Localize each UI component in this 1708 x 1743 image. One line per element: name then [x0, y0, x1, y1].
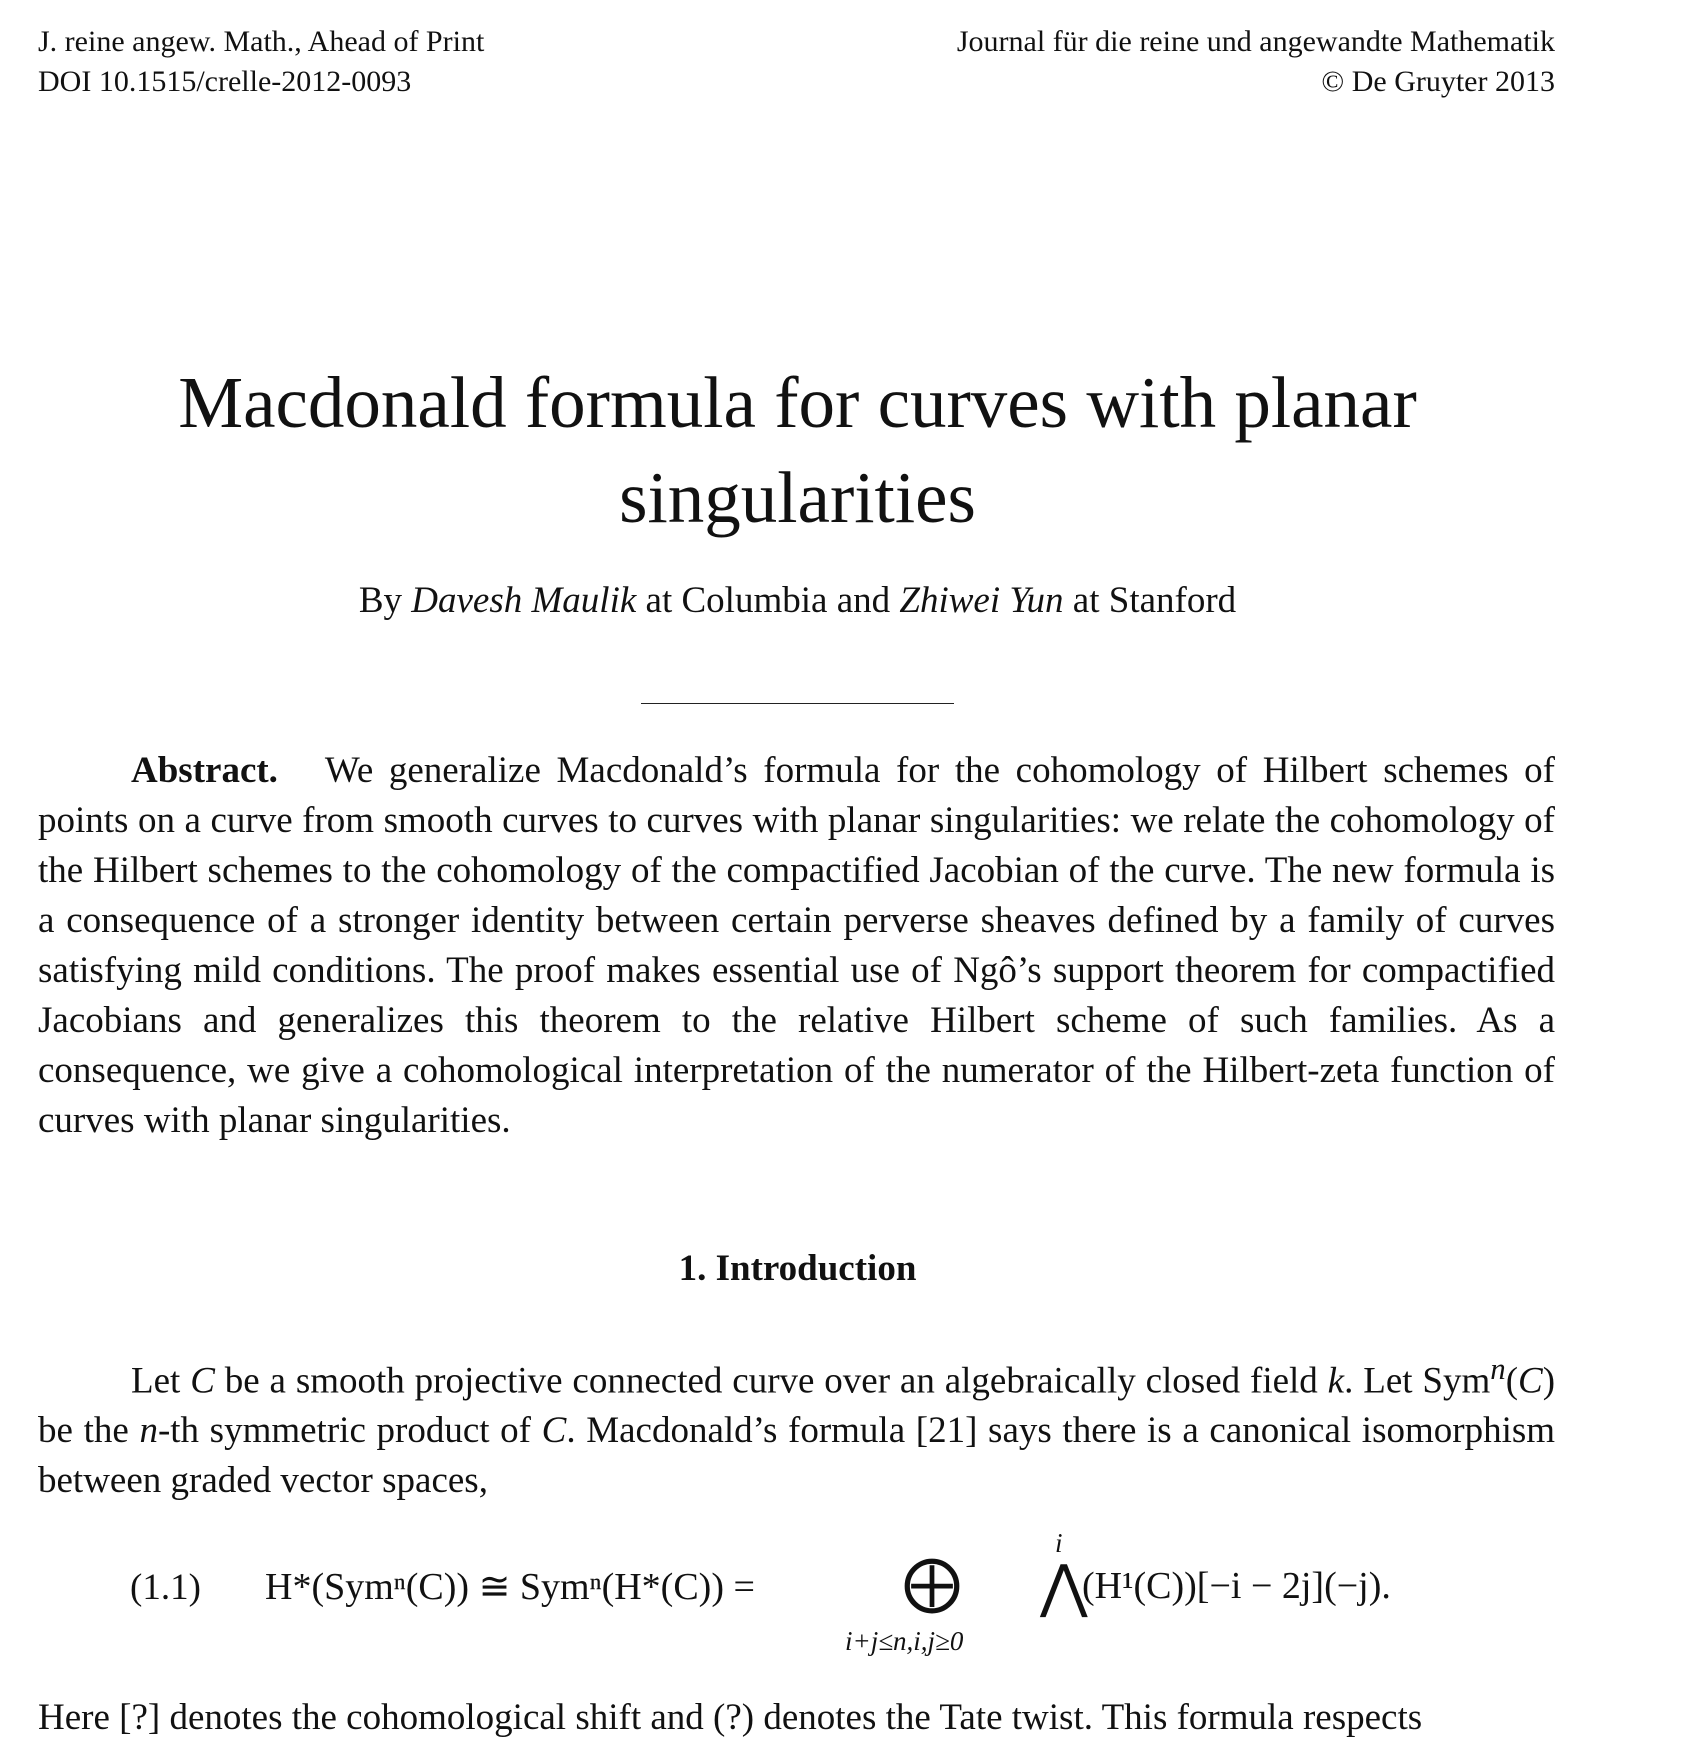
intro-text: . Let: [1344, 1360, 1413, 1402]
abstract-text: We generalize Macdonald’s formula for the cohomology of Hilbert schemes of points on a curve from smooth curves to curves with planar singularities: we relate the cohomology of the Hilbert schemes to the cohomology of the compactified Jacobian of the curve. The new formula is a consequence of a stronger identity between certain perverse sheaves defined by a family of curves satisfying mild conditions. The proof makes essential use of Ngô’s support theorem for compactified Jacobians and generalizes this theorem to the relative Hilbert scheme of such families. As a consequence, we give a cohomological interpretation of the numerator of the Hilbert-zeta function of curves with planar singularities.: [38, 750, 1555, 1141]
equation-number: (1.1): [130, 1567, 201, 1608]
journal-name: [957, 22, 1555, 102]
citation-line: J. reine angew. Math., Ahead of Print: [38, 25, 485, 58]
title-divider: [641, 703, 954, 704]
math-op: Sym: [1422, 1360, 1491, 1402]
intro-paragraph: Let C be a smooth projective connected curve over an algebraically closed field k. Let Sym$^n$(C) be the n-th symmetric product of C. Macdonald’s formula [21] says there is a canonical isomorphism between graded vector spaces,: [38, 1352, 1556, 1502]
intro-text: Let: [131, 1360, 181, 1402]
author-byline: [0, 578, 1595, 624]
author-2: Zhiwei Yun: [899, 580, 1064, 621]
title-line-1: Macdonald formula for curves with planar: [178, 362, 1417, 443]
math-var: C: [1518, 1360, 1543, 1402]
section-heading: 1. Introduction: [678, 1248, 917, 1289]
intro-text: be the: [38, 1410, 129, 1452]
math-var: n: [139, 1410, 158, 1452]
exterior-power-symbol: ⋀: [1040, 1554, 1088, 1619]
paper-title: [0, 355, 1595, 545]
equation-1-1: [0, 1528, 1708, 1668]
journal-title-line: Journal für die reine und angewandte Mathematik: [956, 25, 1555, 58]
math-var: k: [1327, 1360, 1345, 1402]
equation-lhs: H*(Symⁿ(C)) ≅ Symⁿ(H*(C)) =: [265, 1566, 755, 1608]
intro-text: . Macdonald’s formula [21] says there is a canonical isomorphism between graded vector spaces,: [38, 1410, 1556, 1502]
abstract-label: Abstract.: [131, 750, 278, 791]
author-1: Davesh Maulik: [411, 580, 637, 621]
wedge-superscript: i: [1055, 1528, 1063, 1558]
intro-text: -th symmetric product of: [157, 1410, 531, 1452]
doi-line: DOI 10.1515/crelle-2012-0093: [38, 65, 412, 98]
math-var: C: [190, 1360, 215, 1402]
continuation-paragraph: Here [?] denotes the cohomological shift and (?) denotes the Tate twist. This formula respects: [38, 1697, 1423, 1738]
title-line-2: singularities: [619, 457, 976, 538]
intro-text: be a smooth projective connected curve over an algebraically closed field: [224, 1360, 1318, 1402]
direct-sum-subscript: i+j≤n,i,j≥0: [845, 1626, 964, 1656]
journal-citation: [38, 22, 484, 102]
affiliation-2: at Stanford: [1072, 580, 1237, 621]
direct-sum-symbol: ⨁: [903, 1550, 961, 1615]
equation-rhs: (H¹(C))[−i − 2j](−j).: [1082, 1565, 1391, 1607]
affiliation-1: at Columbia and: [645, 580, 891, 621]
math-var: C: [541, 1410, 567, 1452]
byline-by: By: [358, 580, 403, 621]
math-sup: n: [1490, 1352, 1506, 1386]
copyright-line: © De Gruyter 2013: [1321, 65, 1555, 98]
abstract: [38, 746, 1555, 1146]
